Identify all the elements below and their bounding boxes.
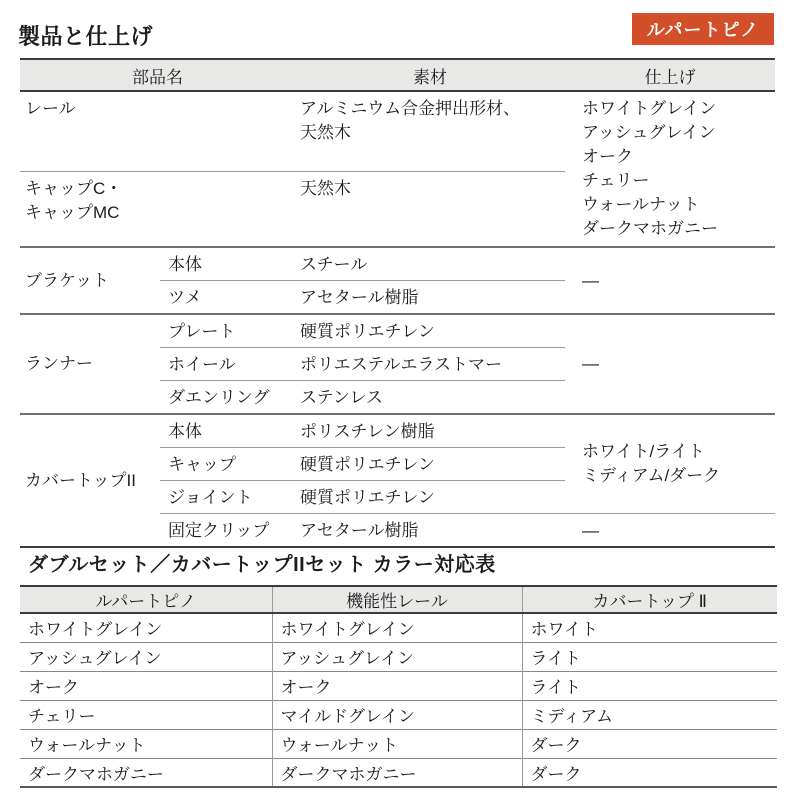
material-rail: アルミニウム合金押出形材、 天然木 (300, 99, 521, 142)
table-row-rail (20, 91, 775, 171)
part-name-runner: ランナー (20, 314, 160, 414)
table-row-covertop-body (20, 414, 775, 448)
brand-badge-label: ルパートピノ (646, 20, 760, 40)
material-covertop-clip: アセタール樹脂 (295, 514, 565, 548)
subpart-covertop-cap: キャップ (160, 448, 295, 481)
table1-header-row (20, 59, 775, 91)
subpart-bracket-body: 本体 (160, 247, 295, 281)
finish-item: ホワイトグレイン (582, 99, 717, 118)
table2-header-row (20, 586, 777, 613)
finish-item: アッシュグレイン (582, 123, 716, 142)
table-row-runner-plate (20, 314, 775, 348)
table2-header-covertop: カバートップ Ⅱ (522, 586, 777, 613)
brand-badge (632, 13, 774, 45)
material-bracket-body: スチール (295, 247, 565, 281)
material-covertop-cap: 硬質ポリエチレン (295, 448, 565, 481)
table1-header-part-name: 部品名 (20, 59, 295, 91)
finish-item: ダークマホガニー (582, 219, 718, 238)
table-row: ホワイトグレイン ホワイトグレイン ホワイト (20, 613, 777, 642)
part-name-bracket: ブラケット (20, 247, 160, 314)
material-runner-wheel: ポリエステルエラストマー (295, 348, 565, 381)
material-cap: 天然木 (295, 171, 565, 247)
page-title: 製品と仕上げ (18, 24, 154, 49)
table-row: オーク オーク ライト (20, 671, 777, 700)
finish-covertop-clip: — (565, 514, 775, 548)
finish-item: チェリー (582, 171, 650, 190)
finish-runner: — (565, 314, 775, 414)
part-name-rail: レール (25, 99, 76, 118)
color-correspondence-table (20, 585, 777, 788)
table-row-bracket-body (20, 247, 775, 281)
subpart-covertop-body: 本体 (160, 414, 295, 448)
finish-item: ウォールナット (582, 195, 700, 214)
table1-header-material: 素材 (295, 59, 565, 91)
finish-item: オーク (582, 147, 633, 166)
subpart-covertop-joint: ジョイント (160, 481, 295, 514)
material-runner-plate: 硬質ポリエチレン (295, 314, 565, 348)
table-row: ウォールナット ウォールナット ダーク (20, 729, 777, 758)
table2-header-rail: 機能性レール (272, 586, 522, 613)
material-runner-ring: ステンレス (295, 381, 565, 415)
subpart-runner-plate: プレート (160, 314, 295, 348)
finish-wood-list (565, 91, 775, 247)
part-name-cap: キャップC・ キャップMC (20, 171, 295, 247)
finish-covertop: ホワイト/ライト ミディアム/ダーク (565, 414, 775, 514)
material-bracket-claw: アセタール樹脂 (295, 281, 565, 315)
material-covertop-joint: 硬質ポリエチレン (295, 481, 565, 514)
table-row: ダークマホガニー ダークマホガニー ダーク (20, 758, 777, 787)
subpart-runner-ring: ダエンリング (160, 381, 295, 415)
part-name-covertop: カバートップII (20, 414, 160, 547)
products-finishes-table (20, 58, 775, 548)
table1-header-finish: 仕上げ (565, 59, 775, 91)
subpart-covertop-clip: 固定クリップ (160, 514, 295, 548)
subpart-bracket-claw: ツメ (160, 281, 295, 315)
table-row: チェリー マイルドグレイン ミディアム (20, 700, 777, 729)
table-row: アッシュグレイン アッシュグレイン ライト (20, 642, 777, 671)
material-covertop-body: ポリスチレン樹脂 (295, 414, 565, 448)
finish-bracket: — (565, 247, 775, 314)
subpart-runner-wheel: ホイール (160, 348, 295, 381)
table2-header-rupato: ルパートピノ (20, 586, 272, 613)
color-table-title: ダブルセット／カバートップIIセット カラー対応表 (28, 554, 496, 576)
